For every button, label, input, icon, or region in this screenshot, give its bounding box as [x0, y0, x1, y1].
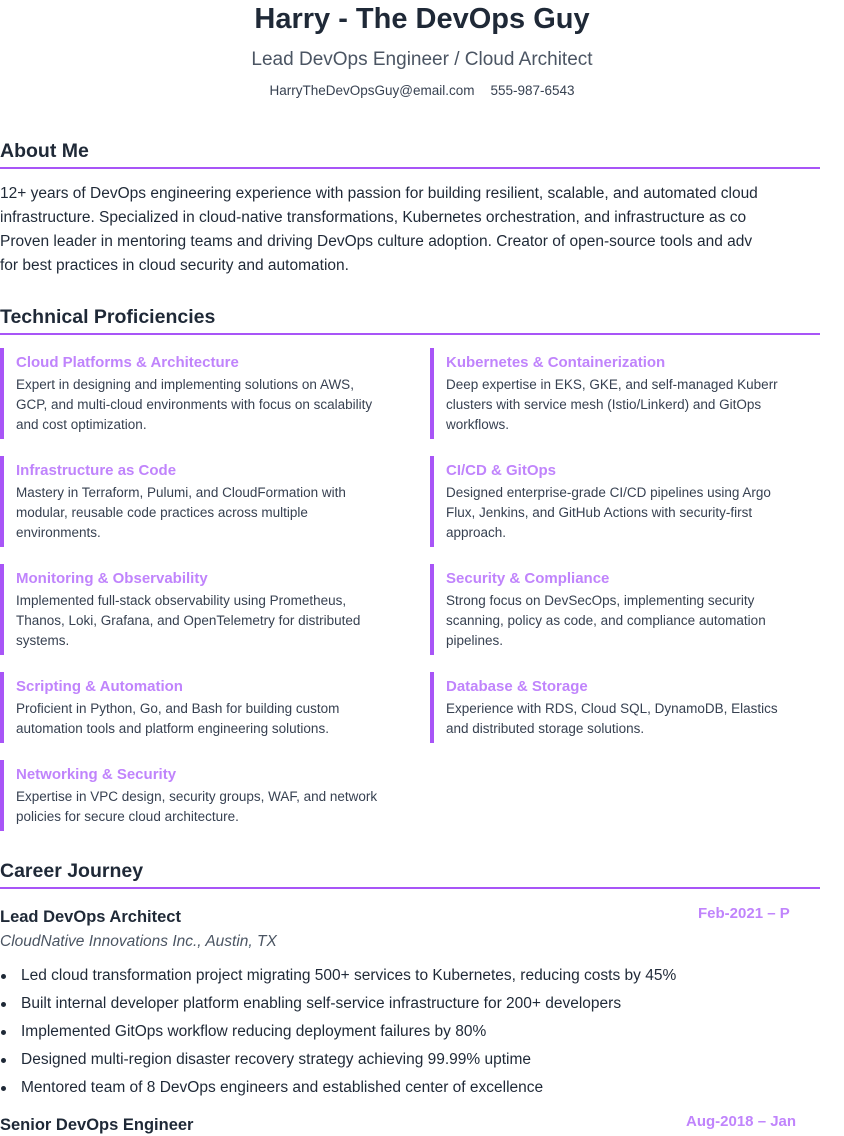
skill-card	[430, 348, 810, 439]
job-date: Feb-2021 – P	[698, 905, 790, 922]
job-title: Lead DevOps Architect	[0, 908, 181, 926]
skill-line: Designed enterprise-grade CI/CD pipelines using Argo	[446, 485, 771, 500]
skill-title: Security & Compliance	[446, 570, 610, 587]
skill-card	[0, 456, 420, 547]
skill-card	[0, 672, 420, 743]
skill-description	[16, 787, 420, 827]
skill-line: and cost optimization.	[16, 417, 147, 432]
skill-line: approach.	[446, 525, 507, 540]
skill-line: automation tools and platform engineering solutions.	[16, 721, 329, 736]
about-line: Proven leader in mentoring teams and driving DevOps culture adoption. Creator of open-source tools and adv	[0, 233, 753, 250]
achievement-item: Led cloud transformation project migrating 500+ services to Kubernetes, reducing costs by 45%	[0, 962, 676, 990]
skill-line: Strong focus on DevSecOps, implementing security	[446, 593, 755, 608]
skill-description	[446, 483, 810, 543]
job-title: Senior DevOps Engineer	[0, 1116, 194, 1134]
skill-title: Cloud Platforms & Architecture	[16, 354, 239, 371]
skill-card	[430, 564, 810, 655]
achievement-item: Mentored team of 8 DevOps engineers and established center of excellence	[0, 1074, 676, 1102]
skill-line: Thanos, Loki, Grafana, and OpenTelemetry for distributed	[16, 613, 361, 628]
about-line: for best practices in cloud security and automation.	[0, 257, 349, 274]
achievement-item: Designed multi-region disaster recovery strategy achieving 99.99% uptime	[0, 1046, 676, 1074]
skill-line: environments.	[16, 525, 101, 540]
skill-line: Experience with RDS, Cloud SQL, DynamoDB, Elastics	[446, 701, 778, 716]
skill-line: workflows.	[446, 417, 510, 432]
job-achievements	[0, 962, 676, 1102]
skill-line: policies for secure cloud architecture.	[16, 809, 239, 824]
skill-title: Database & Storage	[446, 678, 588, 695]
skill-line: Mastery in Terraform, Pulumi, and CloudFormation with	[16, 485, 346, 500]
skill-line: Deep expertise in EKS, GKE, and self-managed Kuberr	[446, 377, 778, 392]
skill-description	[446, 591, 810, 651]
job-date: Aug-2018 – Jan	[686, 1113, 797, 1130]
skill-card	[0, 564, 420, 655]
achievement-item: Implemented GitOps workflow reducing deployment failures by 80%	[0, 1018, 676, 1046]
skill-line: scanning, policy as code, and compliance automation	[446, 613, 766, 628]
skill-description	[16, 591, 420, 651]
skill-line: Implemented full-stack observability using Prometheus,	[16, 593, 347, 608]
job-company: CloudNative Innovations Inc., Austin, TX	[0, 933, 277, 950]
skill-card	[430, 456, 810, 547]
skill-line: modular, reusable code practices across multiple	[16, 505, 308, 520]
skill-line: Flux, Jenkins, and GitHub Actions with security-first	[446, 505, 753, 520]
skill-description	[446, 699, 810, 739]
candidate-name: Harry - The DevOps Guy	[254, 3, 590, 35]
career-heading: Career Journey	[0, 859, 820, 889]
about-line: infrastructure. Specialized in cloud-native transformations, Kubernetes orchestration, and infrastructure as co	[0, 209, 747, 226]
skill-description	[16, 699, 420, 739]
skill-line: GCP, and multi-cloud environments with focus on scalability	[16, 397, 373, 412]
skill-line: clusters with service mesh (Istio/Linkerd) and GitOps	[446, 397, 762, 412]
skill-description	[446, 375, 810, 435]
contact-email: HarryTheDevOpsGuy@email.com	[269, 83, 475, 98]
candidate-title: Lead DevOps Engineer / Cloud Architect	[251, 49, 593, 70]
skill-line: Proficient in Python, Go, and Bash for building custom	[16, 701, 340, 716]
skill-description	[16, 375, 420, 435]
about-text	[0, 182, 820, 278]
skills-heading: Technical Proficiencies	[0, 305, 820, 335]
skill-line: pipelines.	[446, 633, 504, 648]
skill-description	[16, 483, 420, 543]
skill-title: Kubernetes & Containerization	[446, 354, 666, 371]
achievement-item: Built internal developer platform enabling self-service infrastructure for 200+ developers	[0, 990, 676, 1018]
about-line: 12+ years of DevOps engineering experience with passion for building resilient, scalable, and automated cloud	[0, 185, 758, 202]
skill-card	[430, 672, 810, 743]
skill-line: systems.	[16, 633, 70, 648]
skill-title: Monitoring & Observability	[16, 570, 208, 587]
skill-line: and distributed storage solutions.	[446, 721, 645, 736]
skill-line: Expertise in VPC design, security groups, WAF, and network	[16, 789, 378, 804]
skill-title: Networking & Security	[16, 766, 177, 783]
skill-line: Expert in designing and implementing solutions on AWS,	[16, 377, 354, 392]
skill-card	[0, 348, 420, 439]
skill-title: Infrastructure as Code	[16, 462, 177, 479]
skill-title: CI/CD & GitOps	[446, 462, 557, 479]
resume-header	[0, 0, 844, 100]
about-heading: About Me	[0, 139, 820, 169]
contact-info	[0, 82, 844, 100]
skill-title: Scripting & Automation	[16, 678, 183, 695]
contact-phone: 555-987-6543	[490, 83, 575, 98]
skill-card	[0, 760, 420, 831]
